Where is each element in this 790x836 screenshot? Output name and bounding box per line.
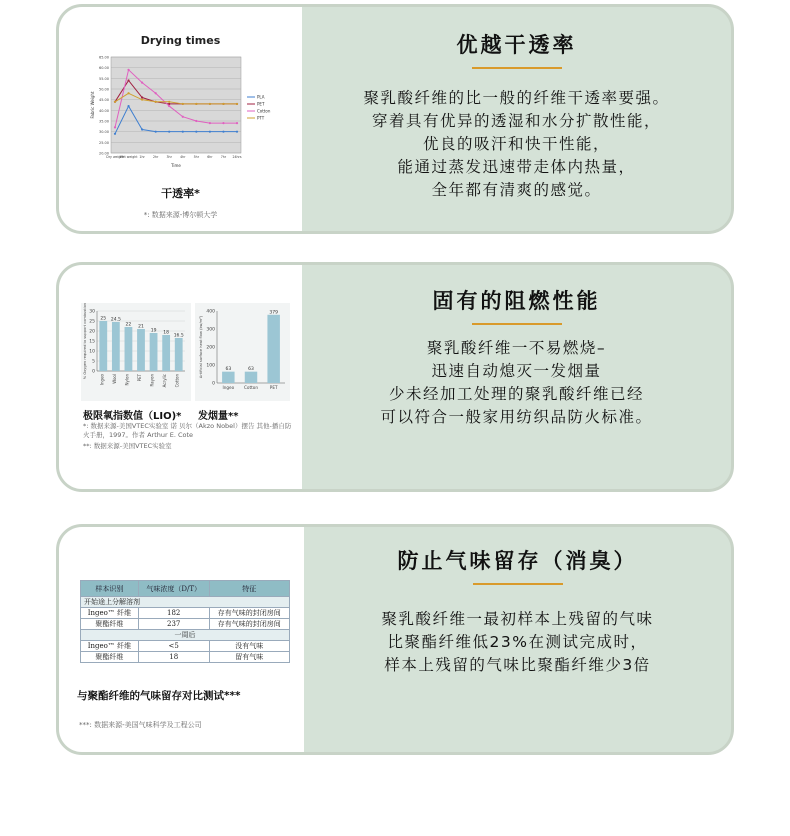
flame-body-line: 迅速自动熄灭一发烟量 (431, 362, 602, 380)
y-tick-label: 50.00 (98, 87, 109, 92)
bar (137, 329, 145, 371)
y-tick-label: 20 (89, 329, 95, 335)
drying-body-line: 能通过蒸发迅速带走体内热量， (397, 158, 636, 176)
odor-text-panel (304, 527, 731, 752)
table-row: Ingeo™ 纤维 <5 没有气味 (81, 641, 290, 652)
odor-table-header (81, 581, 290, 597)
x-tick-label: Nylon (124, 374, 130, 386)
odor-section-row: 开始途上分解溶剂 (81, 597, 290, 608)
x-tick-label: 24hrs (232, 155, 242, 159)
drying-body-line: 全年都有清爽的感觉。 (431, 181, 602, 199)
bar-value-label: 22 (125, 322, 132, 328)
y-tick-label: 55.00 (98, 76, 109, 81)
data-point (114, 126, 116, 128)
y-tick-label: 5 (92, 359, 95, 365)
data-point (155, 131, 157, 133)
title-underline (473, 583, 563, 585)
drying-body-line: 聚乳酸纤维的比一般的纤维干透率要强。 (363, 89, 670, 107)
x-tick-label: Ingeo (99, 374, 105, 386)
bar-value-label: 24.5 (110, 317, 121, 323)
y-tick-label: 0 (92, 369, 95, 375)
bar-value-label: 21 (138, 324, 144, 330)
odor-body-line: 样本上残留的气味比聚酯纤维少3倍 (384, 656, 651, 674)
data-point (141, 82, 143, 84)
drying-card (56, 4, 734, 234)
data-point (168, 105, 170, 107)
bar-value-label: 63 (248, 367, 254, 373)
bar-value-label: 25 (100, 316, 107, 322)
odor-figure-panel (59, 527, 304, 752)
x-tick-label: Dry weight (106, 155, 124, 159)
odor-table (80, 580, 290, 663)
y-tick-label: 25 (89, 319, 95, 325)
x-tick-label: 2hr (152, 155, 159, 159)
x-tick-label: 3hr (166, 155, 172, 159)
y-tick-label: 35.00 (98, 119, 109, 124)
odor-card (56, 524, 734, 755)
x-tick-label: 6hr (207, 155, 213, 159)
y-tick-label: 10 (89, 349, 95, 355)
y-tick-label: 45.00 (98, 98, 109, 103)
y-tick-label: 40.00 (98, 108, 109, 113)
odor-section-row: 一周后 (81, 630, 290, 641)
flame-card (56, 262, 734, 492)
x-tick-label: PET (269, 385, 278, 390)
data-point (114, 133, 116, 135)
data-point (195, 131, 197, 133)
x-tick-label: Wet weight (119, 155, 138, 159)
x-tick-label: Rayon (149, 374, 155, 387)
drying-caption: 干透率* (161, 187, 200, 200)
flame-body-line: 聚乳酸纤维一不易燃烧– (426, 339, 607, 357)
smoke-caption: 发烟量** (198, 411, 239, 422)
drying-chart-title: Drying times (140, 34, 221, 47)
data-point (182, 103, 184, 105)
bar (162, 335, 170, 371)
x-tick-label: Wool (111, 374, 117, 384)
data-point (236, 131, 238, 133)
data-point (209, 131, 211, 133)
data-point (141, 128, 143, 130)
y-tick-label: 20.00 (98, 151, 109, 156)
odor-col-sample: 样本识别 (81, 581, 139, 597)
data-point (168, 131, 170, 133)
y-tick-label: 0 (212, 381, 215, 387)
y-tick-label: 400 (206, 309, 215, 315)
table-row: 聚酯纤维 237 存有气味的封闭房间 (81, 619, 290, 630)
lio-bar-chart (81, 303, 191, 401)
data-point (168, 101, 170, 103)
legend-label: PET (257, 101, 265, 107)
table-row: 聚酯纤维 18 留有气味 (81, 652, 290, 663)
odor-col-concentration: 气味浓度（D/T） (138, 581, 209, 597)
table-row: Ingeo™ 纤维 182 存有气味的封闭房间 (81, 608, 290, 619)
x-tick-label: Acrylic (162, 374, 168, 388)
y-tick-label: 15 (89, 339, 95, 345)
odor-source: ***: 数据来源-美国气味科学及工程公司 (79, 721, 202, 729)
odor-col-feature: 特征 (209, 581, 289, 597)
bar-value-label: 379 (269, 310, 278, 316)
data-point (127, 92, 129, 94)
bar (99, 321, 107, 371)
y-tick-label: 25.00 (98, 140, 109, 145)
y-axis-label: Artificial surface heat flow (kw/m²) (199, 315, 203, 379)
x-tick-label: Cotton (244, 385, 258, 390)
x-tick-label: 1hr (139, 155, 145, 159)
flame-figure-panel (59, 265, 302, 489)
odor-body (304, 608, 731, 677)
data-point (141, 96, 143, 98)
data-point (222, 131, 224, 133)
drying-text-panel (302, 7, 731, 231)
flame-note-2: **: 数据来源-美国VTEC实验室 (83, 442, 172, 450)
y-tick-label: 100 (206, 363, 215, 369)
flame-body-line: 少未经加工处理的聚乳酸纤维已经 (388, 385, 644, 403)
bar (245, 372, 257, 383)
x-tick-label: 7hr (220, 155, 227, 159)
data-point (209, 122, 211, 124)
y-tick-label: 65.00 (98, 55, 109, 60)
data-point (155, 101, 157, 103)
y-tick-label: 200 (206, 345, 215, 351)
drying-title: 优越干透率 (456, 33, 577, 57)
x-tick-label: Cotton (174, 374, 180, 388)
data-point (236, 122, 238, 124)
flame-body (302, 337, 731, 429)
y-axis-label: % Oxygen required to support combustion (83, 303, 87, 380)
data-point (236, 103, 238, 105)
odor-caption: 与聚酯纤维的气味留存对比测试*** (77, 690, 241, 702)
bar (222, 372, 234, 383)
data-point (114, 101, 116, 103)
data-point (127, 69, 129, 71)
bar-value-label: 19 (150, 328, 157, 334)
flame-title: 固有的阻燃性能 (432, 289, 601, 313)
x-tick-label: PET (137, 374, 142, 382)
drying-body-line: 优良的吸汗和快干性能， (422, 135, 610, 153)
drying-times-chart (89, 51, 289, 171)
data-point (127, 105, 129, 107)
y-tick-label: 30 (89, 309, 95, 315)
bar (175, 338, 183, 371)
title-underline (472, 67, 562, 69)
x-tick-label: 5hr (193, 155, 200, 159)
x-tick-label: 4hr (180, 155, 186, 159)
y-tick-label: 30.00 (98, 130, 109, 135)
smoke-bar-chart (195, 303, 290, 401)
bar-value-label: 16.5 (173, 333, 184, 339)
data-point (222, 103, 224, 105)
y-tick-label: 60.00 (98, 66, 109, 71)
bar-value-label: 18 (163, 330, 170, 336)
drying-source: *: 数据来源-博尔顿大学 (143, 211, 218, 219)
flame-body-line: 可以符合一般家用纺织品防火标准。 (380, 408, 653, 426)
title-underline (472, 323, 562, 325)
flame-note-1: *: 数据来源-美国VTEC实验室 诺 贝尔（Akzo Nobel）摆告 其他-播自防火手册，1997。作者 Arthur E. Cote (83, 422, 292, 439)
x-tick-label: Ingeo (222, 385, 235, 390)
data-point (182, 131, 184, 133)
legend-label: Cotton (257, 108, 271, 114)
legend-label: PTT (257, 115, 265, 121)
flame-text-panel (302, 265, 731, 489)
data-point (222, 122, 224, 124)
data-point (195, 120, 197, 122)
bar (112, 322, 120, 371)
drying-body (302, 87, 731, 202)
data-point (141, 99, 143, 101)
bar-value-label: 63 (225, 367, 232, 373)
data-point (182, 116, 184, 118)
data-point (127, 79, 129, 81)
bar (150, 333, 158, 371)
lio-caption: 极限氧指数值（LIO)* (83, 411, 182, 422)
legend-label: PLA (257, 94, 265, 100)
odor-body-line: 比聚酯纤维低23%在测试完成时， (387, 633, 648, 651)
odor-body-line: 聚乳酸纤维一最初样本上残留的气味 (381, 610, 654, 628)
bar (267, 315, 279, 383)
data-point (209, 103, 211, 105)
x-axis-label: Time (171, 163, 181, 168)
odor-title: 防止气味留存（消臭） (397, 549, 638, 573)
drying-figure-panel (59, 7, 302, 231)
y-tick-label: 300 (206, 327, 215, 333)
data-point (155, 92, 157, 94)
y-axis-label: Fabric Weight (90, 91, 95, 119)
data-point (195, 103, 197, 105)
bar (125, 327, 133, 371)
drying-body-line: 穿着具有优异的透湿和水分扩散性能， (371, 112, 661, 130)
